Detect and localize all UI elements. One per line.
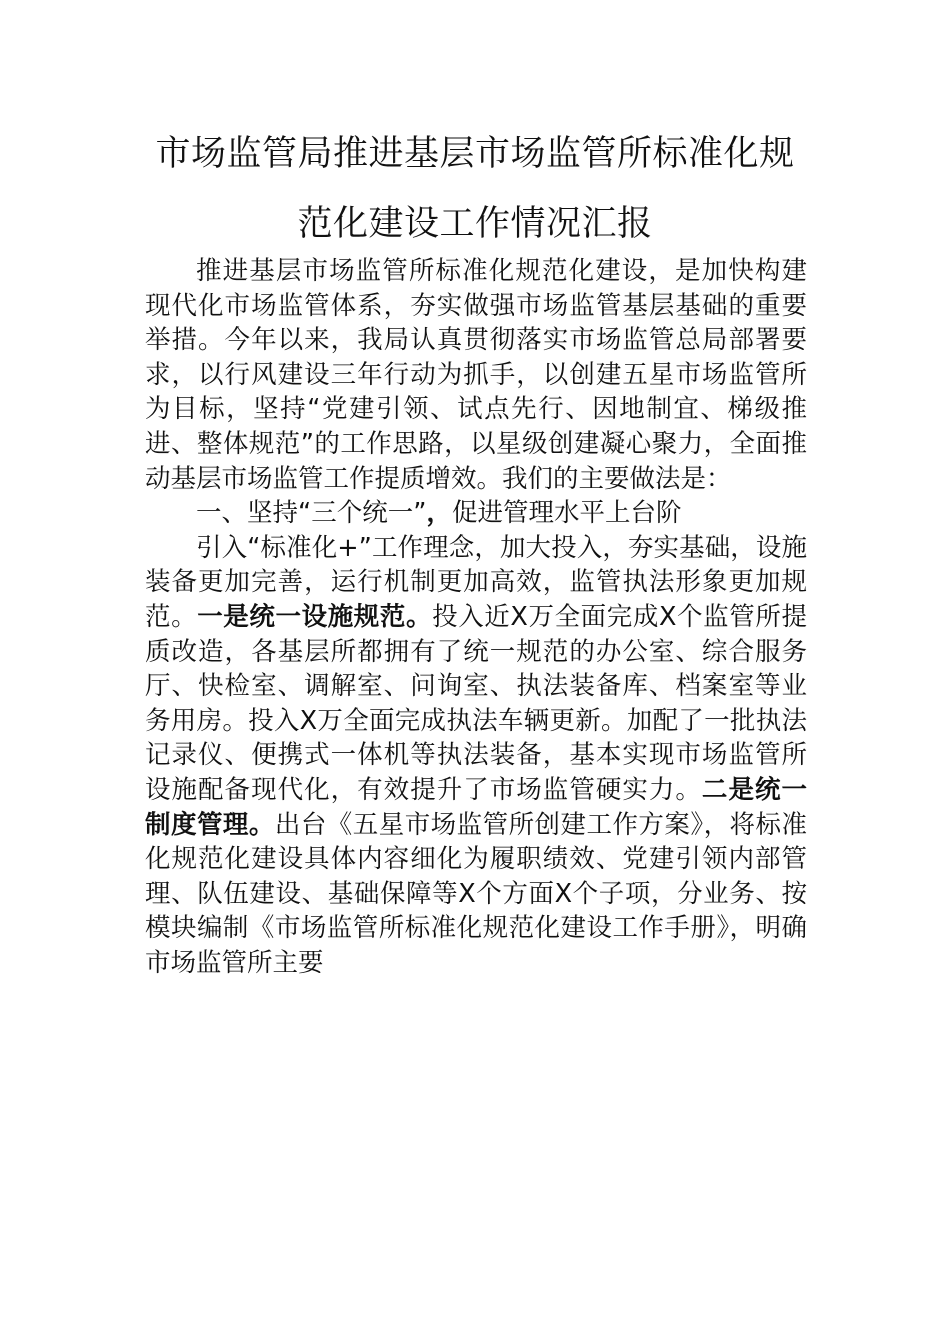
document-body: [145, 254, 807, 980]
section-heading-1: [145, 496, 807, 531]
section-heading-1-part-a: 一、坚持“三个统一”: [196, 498, 427, 529]
point2-text: 出台《五星市场监管所创建工作方案》，将标准化规范化建设具体内容细化为履职绩效、党建引领内部管理、队伍建设、基础保障等X个方面X个子项，分业务、按模块编制《市场监管所标准化规范化建设工作手册》，明确市场监管所主要: [145, 809, 807, 978]
paragraph-intro: 推进基层市场监管所标准化规范化建设，是加快构建现代化市场监管体系，夯实做强市场监管基层基础的重要举措。今年以来，我局认真贯彻落实市场监管总局部署要求，以行风建设三年行动为抓手，以创建五星市场监管所为目标，坚持“党建引领、试点先行、因地制宜、梯级推进、整体规范”的工作思路，以星级创建凝心聚力，全面推动基层市场监管工作提质增效。我们的主要做法是：: [145, 256, 807, 494]
paragraph-section1: [145, 531, 807, 981]
point2-label: 二是统一制度管理。: [145, 774, 807, 840]
section-heading-1-part-c: 促进管理水平上台阶: [451, 498, 682, 529]
paragraph-section1-intro: 引入“标准化+”工作理念，加大投入，夯实基础，设施装备更加完善，运行机制更加高效，监管执法形象更加规范。: [145, 532, 807, 632]
point1-text: 投入近X万全面完成X个监管所提质改造，各基层所都拥有了统一规范的办公室、综合服务厅、快检室、调解室、问询室、执法装备库、档案室等业务用房。投入X万全面完成执法车辆更新。加配了一批执法记录仪、便携式一体机等执法装备，基本实现市场监管所设施配备现代化，有效提升了市场监管硬实力。: [145, 601, 807, 805]
section-heading-1-comma: ，: [426, 498, 452, 529]
document-title-line2: 范化建设工作情况汇报: [297, 204, 653, 244]
point1-label: 一是统一设施规范。: [197, 601, 433, 632]
document-title-line1: 市场监管局推进基层市场监管所标准化规: [155, 134, 795, 174]
